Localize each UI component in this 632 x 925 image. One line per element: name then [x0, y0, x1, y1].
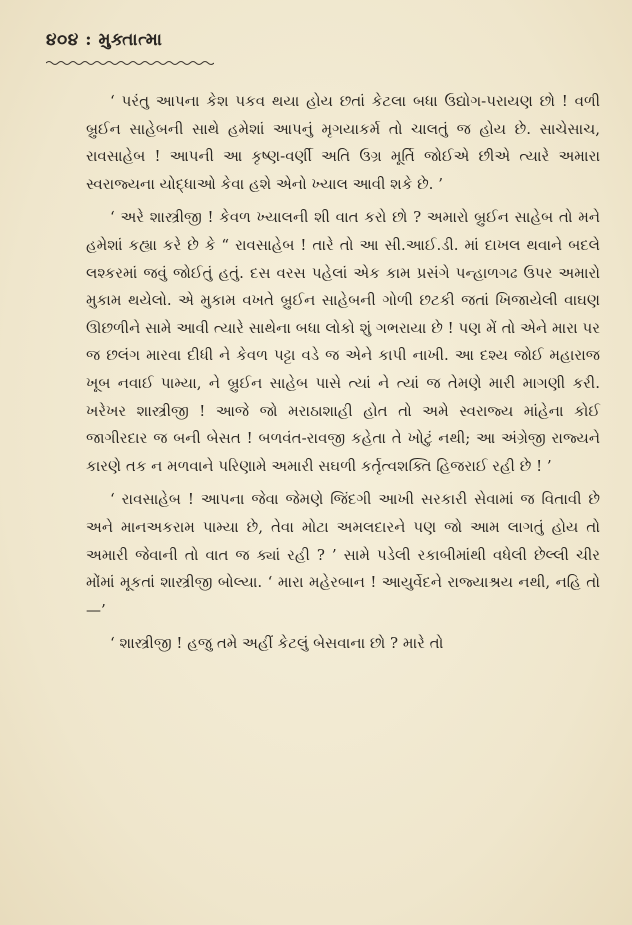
header-separator: : — [85, 30, 93, 50]
body-text — [86, 88, 600, 664]
paragraph-3: ‘ રાવસાહેબ ! આપના જેવા જેમણે જિંદગી આખી સરકારી સેવામાં જ વિતાવી છે અને માનઅકરામ પામ્યા છે, તેવા મોટા અમલદારને પણ જો આમ લાગતું હોય તો અમારી જેવાની તો વાત જ ક્યાં રહી ? ’ સામે પડેલી રકાબીમાંથી વધેલી છેલ્લી ચીર મોંમાં મૂકતાં શાસ્ત્રીજી બોલ્યા. ‘ મારા મહેરબાન ! આયુર્વેદને રાજ્યાશ્રય નથી, નહિ તો—’ — [86, 490, 600, 619]
page-header — [46, 30, 162, 50]
paragraph-4: ‘ શાસ્ત્રીજી ! હજુ તમે અહીં કેટલું બેસવાના છો ? મારે તો — [110, 634, 444, 653]
paragraph-1: ‘ પરંતુ આપના કેશ પકવ થયા હોય છતાં કેટલા બધા ઉદ્યોગ-પરાયણ છો ! વળી બ્રુઈન સાહેબની સાથે હમેશાં આપનું મૃગયાકર્મ તો ચાલતું જ હોય છે. સાચેસાચ, રાવસાહેબ ! આપની આ કૃષ્ણ-વર્ણી અતિ ઉગ્ર મૂર્તિ જોઈએ છીએ ત્યારે અમારા સ્વરાજ્યના યોદ્ધાઓ કેવા હશે એનો ખ્યાલ આવી શકે છે. ’ — [86, 92, 600, 193]
page-number: ૪૦૪ — [46, 30, 79, 50]
book-title: મુક્તાત્મા — [98, 30, 163, 50]
header-wavy-rule — [46, 60, 214, 66]
paragraph-2: ‘ અરે શાસ્ત્રીજી ! કેવળ ખ્યાલની શી વાત કરો છો ? અમારો બ્રુઈન સાહેબ તો મને હમેશાં કહ્યા કરે છે કે “ રાવસાહેબ ! તારે તો આ સી.આઈ.ડી. માં દાખલ થવાને બદલે લશ્કરમાં જવું જોઈતું હતું. દસ વરસ પહેલાં એક કામ પ્રસંગે પન્હાળગઢ ઉપર અમારો મુકામ થયેલો. એ મુકામ વખતે બ્રુઈન સાહેબની ગોળી છટકી જતાં ખિજાયેલી વાઘણ ઊછળીને સામે આવી ત્યારે સાથેના બધા લોકો શું ગભરાયા છે ! પણ મેં તો એને મારા પર જ છલંગ મારવા દીધી ને કેવળ પટ્ટા વડે જ એને કાપી નાખી. આ દશ્ય જોઈ મહારાજ ખૂબ નવાઈ પામ્યા, ને બ્રુઈન સાહેબ પાસે ત્યાં ને ત્યાં જ તેમણે મારી માગણી કરી. ખરેખર શાસ્ત્રીજી ! આજે જો મરાઠાશાહી હોત તો અમે સ્વરાજ્ય માંહેના કોઈ જાગીરદાર જ બની બેસત ! બળવંત-રાવજી કહેતા તે ખોટું નથી; આ અંગ્રેજી રાજ્યને કારણે તક ન મળવાને પરિણામે અમારી સઘળી કર્તૃત્વશક્તિ હિજરાઈ રહી છે ! ’ — [86, 208, 600, 475]
